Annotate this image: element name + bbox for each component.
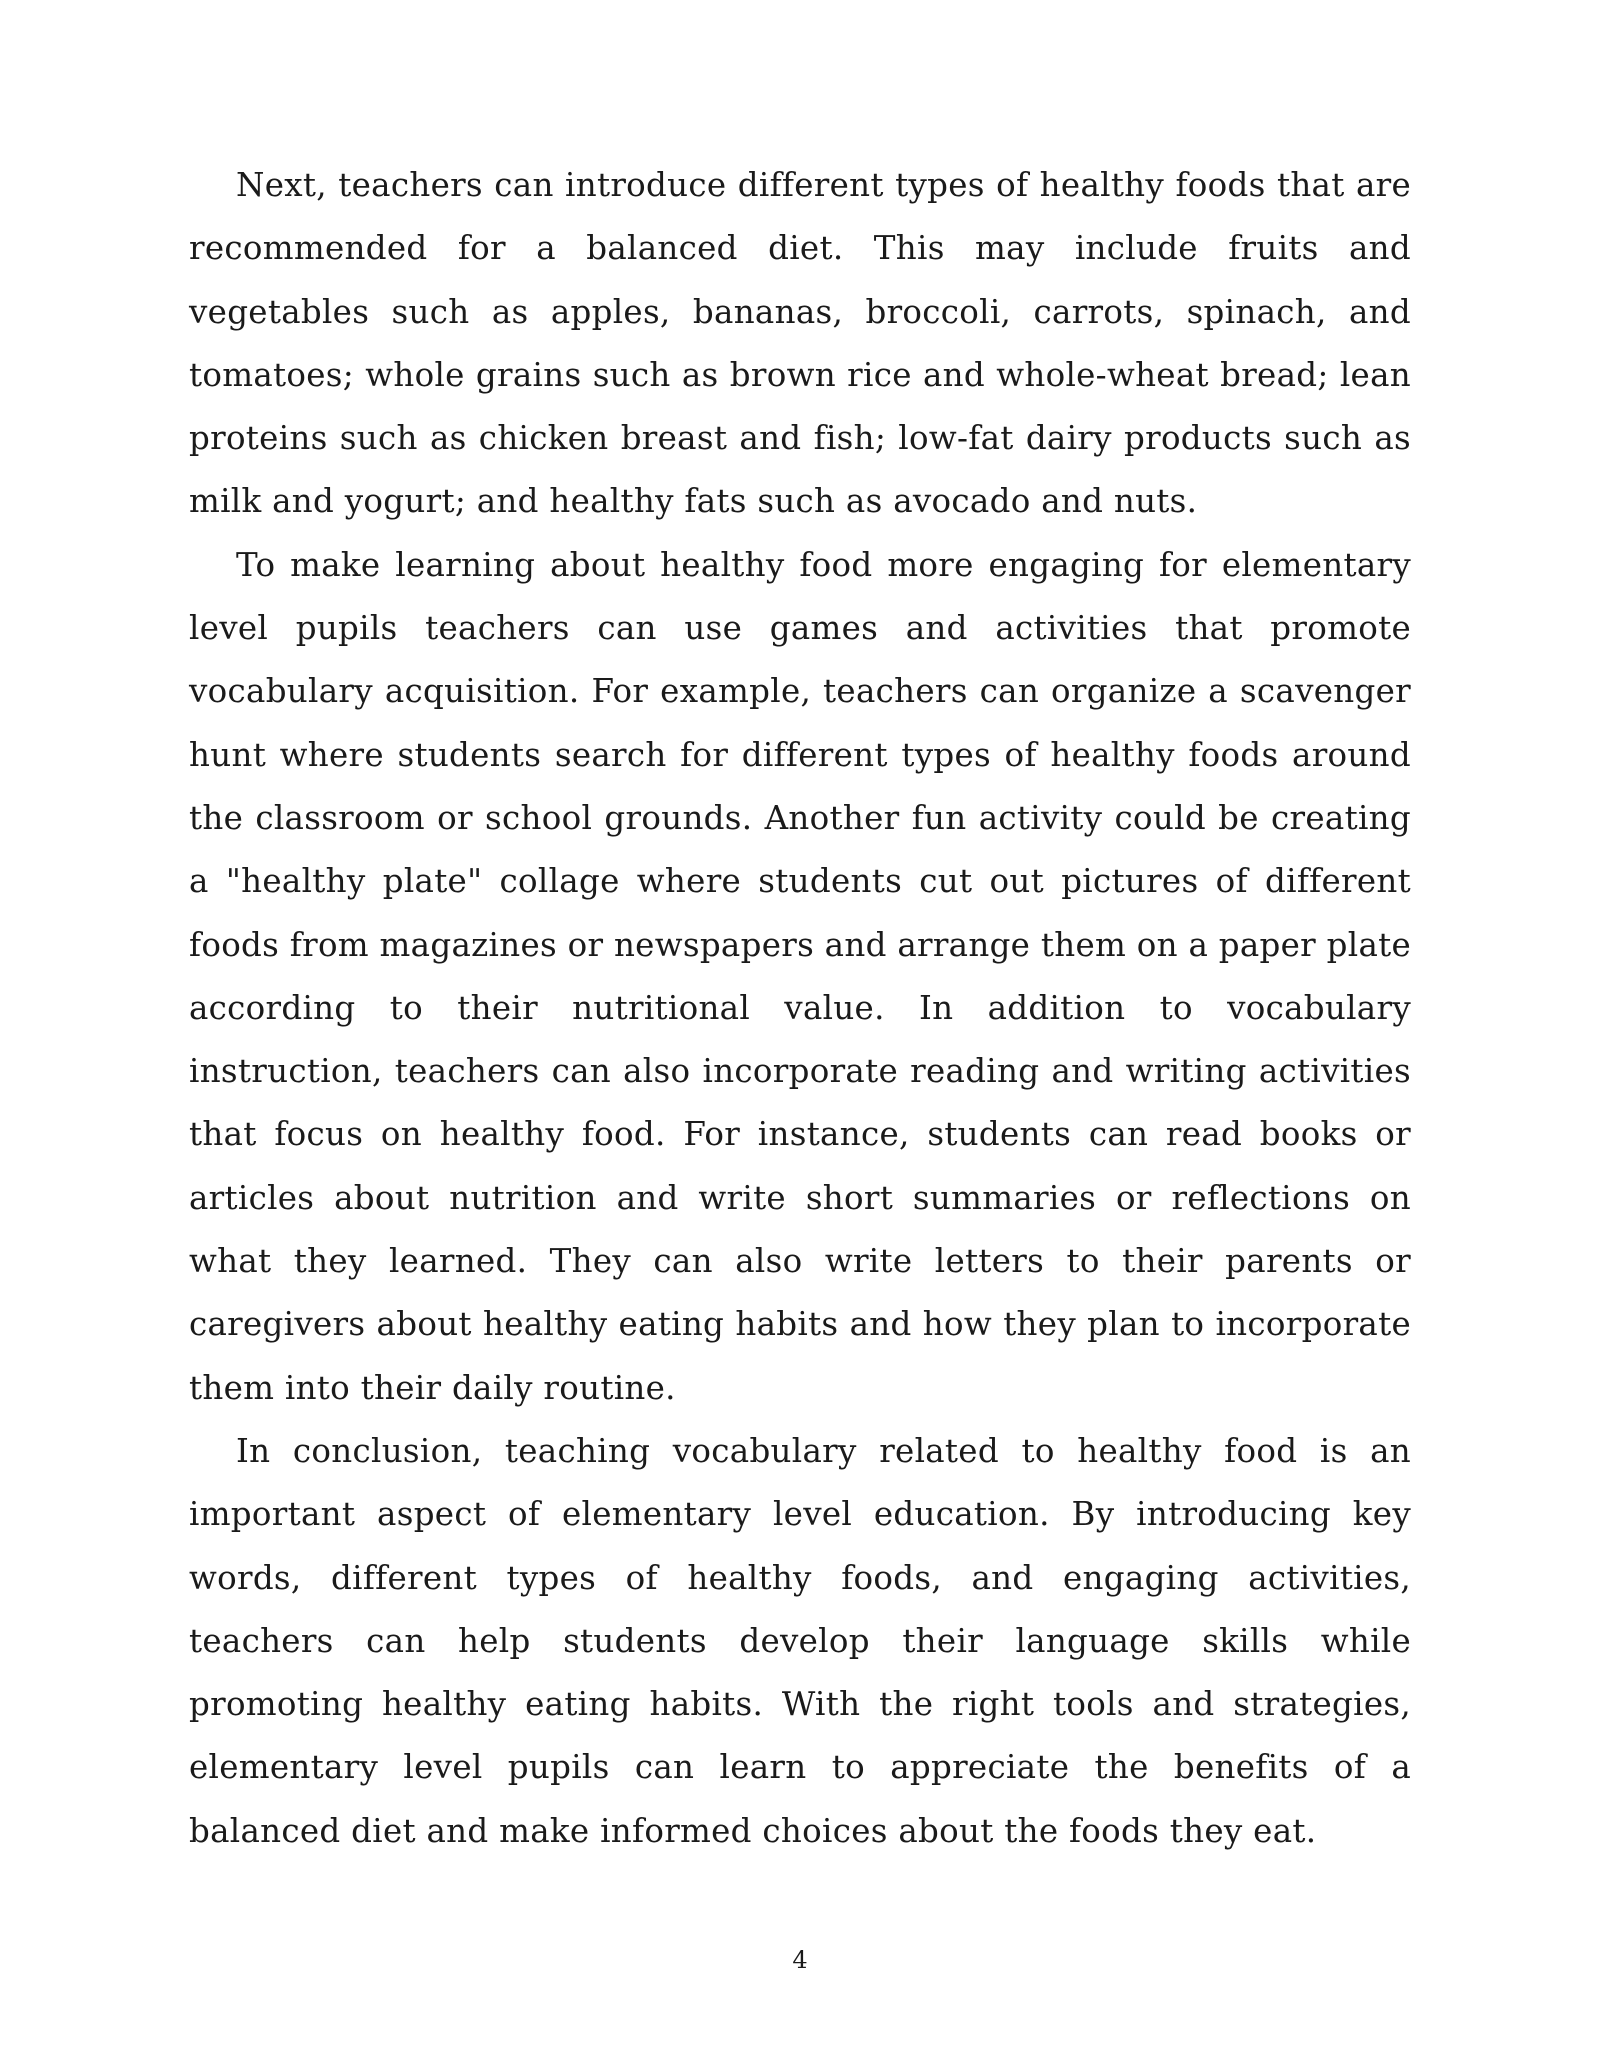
body-text (189, 154, 1411, 1863)
paragraph-conclusion: In conclusion, teaching vocabulary related to healthy food is an important aspect of elementary level education. By introducing key words, different types of healthy foods, and engaging activities, teachers can help students develop their language skills while promoting healthy eating habits. With the right tools and strategies, elementary level pupils can learn to appreciate the benefits of a balanced diet and make informed choices about the foods they eat. (189, 1431, 1411, 1850)
page-number: 4 (792, 1946, 808, 1974)
paragraph-engaging-activities: To make learning about healthy food more engaging for elementary level pupils teachers can use games and activities that promote vocabulary acquisition. For example, teachers can organize a scavenger hunt where students search for different types of healthy foods around the classroom or school grounds. Another fun activity could be creating a "healthy plate" collage where students cut out pictures of different foods from magazines or newspapers and arrange them on a paper plate according to their nutritional value. In addition to vocabulary instruction, teachers can also incorporate reading and writing activities that focus on healthy food. For instance, students can read books or articles about nutrition and write short summaries or reflections on what they learned. They can also write letters to their parents or caregivers about healthy eating habits and how they plan to incorporate them into their daily routine. (189, 545, 1412, 1407)
paragraph-healthy-food-types: Next, teachers can introduce different types of healthy foods that are recommended for a balanced diet. This may include fruits and vegetables such as apples, bananas, broccoli, carrots, spinach, and tomatoes; whole grains such as brown rice and whole-wheat bread; lean proteins such as chicken breast and fish; low-fat dairy products such as milk and yogurt; and healthy fats such as avocado and nuts. (189, 166, 1411, 521)
